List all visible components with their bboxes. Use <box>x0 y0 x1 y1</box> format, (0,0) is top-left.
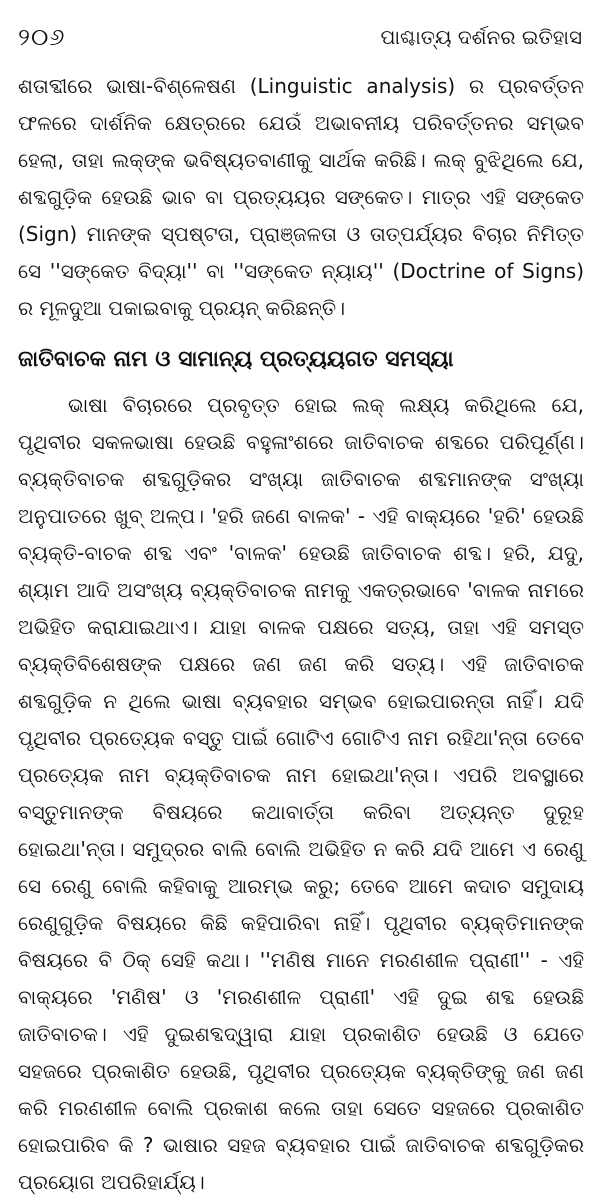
running-title: ପାଶ୍ଚାତ୍ୟ ଦର୍ଶନର ଇତିହାସ <box>380 25 582 49</box>
paragraph-continuation: ଶତାବ୍ଦୀରେ ଭାଷା-ବିଶ୍ଳେଷଣ (Linguistic analysis) ର ପ୍ରବର୍ତ୍ତନ ଫଳରେ ଦାର୍ଶନିକ କ୍ଷେତ୍ରରେ ଯେଉଁ ଅଭାବନୀୟ ପରିବର୍ତ୍ତନର ସମ୍ଭବ ହେଲା, ତାହା ଲକ୍‌ଙ୍କ ଭବିଷ୍ୟତବାଣୀକୁ ସାର୍ଥକ କରିଛି। ଲକ୍ ବୁଝିଥିଲେ ଯେ, ଶବ୍ଦଗୁଡ଼ିକ ହେଉଛି ଭାବ ବା ପ୍ରତ୍ୟୟର ସଙ୍କେତ। ମାତ୍ର ଏହି ସଙ୍କେତ (Sign) ମାନଙ୍କ ସ୍ପଷ୍ଟତା, ପ୍ରାଞ୍ଜଳତା ଓ ତାତ୍ପର୍ଯ୍ୟର ବିଚାର ନିମିତ୍ତ ସେ ''ସଙ୍କେତ ବିଦ୍ୟା'' ବା ''ସଙ୍କେତ ନ୍ୟାୟ'' (Doctrine of Signs) ର ମୂଳଦୁଆ ପକାଇବାକୁ ପ୍ରୟନ୍ କରିଛନ୍ତି। <box>18 74 584 320</box>
section-heading: ଜାତିବାଚକ ନାମ ଓ ସାମାନ୍ୟ ପ୍ରତ୍ୟୟଗତ ସମସ୍ୟା <box>18 347 454 372</box>
running-header <box>18 22 582 52</box>
paragraph-main: ଭାଷା ବିଚାରରେ ପ୍ରବୃତ୍ତ ହୋଇ ଲକ୍ ଲକ୍ଷ୍ୟ କରିଥିଲେ ଯେ, ପୃଥିବୀର ସକଳଭାଷା ହେଉଛି ବହୁଳାଂଶରେ ଜାତିବାଚକ ଶବ୍ଦରେ ପରିପୂର୍ଣ୍ଣ। ବ୍ୟକ୍ତିବାଚକ ଶବ୍ଦଗୁଡ଼ିକର ସଂଖ୍ୟା ଜାତିବାଚକ ଶବ୍ଦମାନଙ୍କ ସଂଖ୍ୟା ଅନୁପାତରେ ଖୁବ୍ ଅଳ୍ପ। 'ହରି ଜଣେ ବାଳକ' - ଏହି ବାକ୍ୟରେ 'ହରି' ହେଉଛି ବ୍ୟକ୍ତି-ବାଚକ ଶବ୍ଦ ଏବଂ 'ବାଳକ' ହେଉଛି ଜାତିବାଚକ ଶବ୍ଦ। ହରି, ଯଦୁ, ଶ୍ୟାମ ଆଦି ଅସଂଖ୍ୟ ବ୍ୟକ୍ତିବାଚକ ନାମକୁ ଏକତ୍ରଭାବେ 'ବାଳକ ନାମରେ ଅଭିହିତ କରାଯାଇଥାଏ। ଯାହା ବାଳକ ପକ୍ଷରେ ସତ୍ୟ, ତାହା ଏହି ସମସ୍ତ ବ୍ୟକ୍ତିବିଶେଷଙ୍କ ପକ୍ଷରେ ଜଣ ଜଣ କରି ସତ୍ୟ। ଏହି ଜାତିବାଚକ ଶବ୍ଦଗୁଡ଼ିକ ନ ଥିଲେ ଭାଷା ବ୍ୟବହାର ସମ୍ଭବ ହୋଇପାରନ୍ତା ନାହିଁ। ଯଦି ପୃଥିବୀର ପ୍ରତ୍ୟେକ ବସ୍ତୁ ପାଇଁ ଗୋଟିଏ ଗୋଟିଏ ନାମ ରହିଥା'ନ୍ତା ତେବେ ପ୍ରତ୍ୟେକ ନାମ ବ୍ୟକ୍ତିବାଚକ ନାମ ହୋଇଥା'ନ୍ତା। ଏପରି ଅବସ୍ଥାରେ ବସ୍ତୁମାନଙ୍କ ବିଷୟରେ କଥାବାର୍ତ୍ତା କରିବା ଅତ୍ୟନ୍ତ ଦୁରୂହ ହୋଇଥା'ନ୍ତା। ସମୁଦ୍ରର ବାଲି ବୋଲି ଅଭିହିତ ନ କରି ଯଦି ଆମେ ଏ ରେଣୁ ସେ ରେଣୁ ବୋଲି କହିବାକୁ ଆରମ୍ଭ କରୁ; ତେବେ ଆମେ କଦାଚ ସମୁଦାୟ ରେଣୁଗୁଡ଼ିକ ବିଷୟରେ କିଛି କହିପାରିବା ନାହିଁ। ପୃଥିବୀର ବ୍ୟକ୍ତିମାନଙ୍କ ବିଷୟରେ ବି ଠିକ୍ ସେହି କଥା। ''ମଣିଷ ମାନେ ମରଣଶୀଳ ପ୍ରାଣୀ'' - ଏହି ବାକ୍ୟରେ 'ମଣିଷ' ଓ 'ମରଣଶୀଳ ପ୍ରାଣୀ' ଏହି ଦୁଇ ଶବ୍ଦ ହେଉଛି ଜାତିବାଚକ। ଏହି ଦୁଇଶବ୍ଦଦ୍ୱାରା ଯାହା ପ୍ରକାଶିତ ହେଉଛି ଓ ଯେତେ ସହଜରେ ପ୍ରକାଶିତ ହେଉଛି, ପୃଥିବୀର ପ୍ରତ୍ୟେକ ବ୍ୟକ୍ତିଙ୍କୁ ଜଣ ଜଣ କରି ମରଣଶୀଳ ବୋଲି ପ୍ରକାଶ କଲେ ତାହା ସେତେ ସହଜରେ ପ୍ରକାଶିତ ହୋଇପାରିବ କି ? ଭାଷାର ସହଜ ବ୍ୟବହାର ପାଇଁ ଜାତିବାଚକ ଶବ୍ଦଗୁଡ଼ିକର ପ୍ରୟୋଗ ଅପରିହାର୍ଯ୍ୟ। <box>18 393 584 1194</box>
body-text <box>18 68 584 1201</box>
page-number: ୨୦୬ <box>18 23 66 51</box>
